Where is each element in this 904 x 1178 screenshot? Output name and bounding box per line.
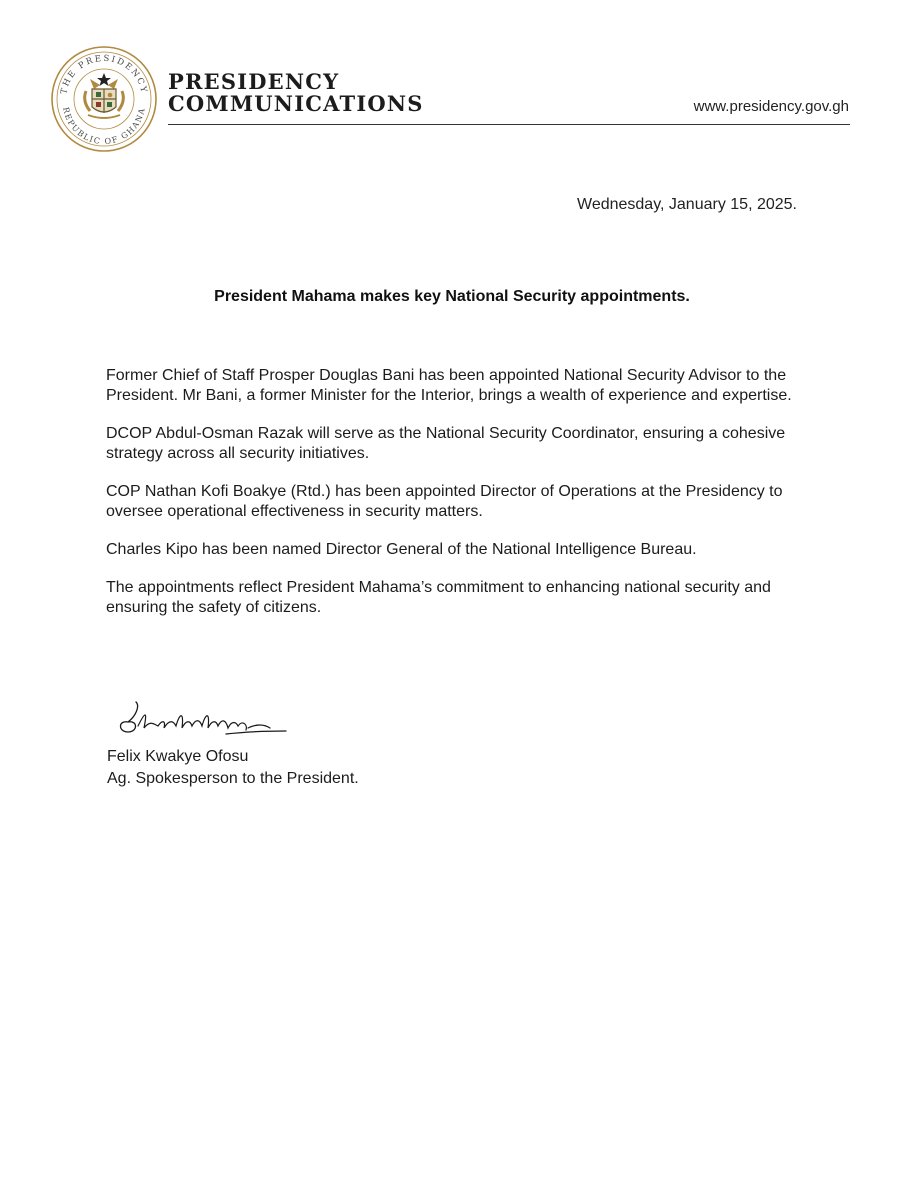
brand-line-presidency: PRESIDENCY [168, 69, 340, 94]
seal-text-top: THE PRESIDENCY [59, 53, 149, 96]
seal-text-bottom: REPUBLIC OF GHANA [61, 106, 147, 147]
signatory-name: Felix Kwakye Ofosu [107, 748, 249, 765]
paragraph: The appointments reflect President Mahama’s commitment to enhancing national security and ensuring the safety of citizens. [106, 579, 771, 616]
paragraph: COP Nathan Kofi Boakye (Rtd.) has been appointed Director of Operations at the Presidency to oversee operational effectiveness in security matters. [106, 483, 783, 520]
release-title: President Mahama makes key National Security appointments. [214, 288, 690, 305]
brand-line-communications: COMMUNICATIONS [168, 91, 424, 116]
signatory-block [107, 746, 359, 790]
release-body [106, 366, 806, 636]
signatory-role: Ag. Spokesperson to the President. [107, 770, 359, 787]
header-divider [168, 124, 850, 125]
release-date: Wednesday, January 15, 2025. [577, 196, 797, 213]
letterhead [50, 45, 850, 155]
presidency-seal-logo [50, 45, 158, 153]
paragraph: Former Chief of Staff Prosper Douglas Bani has been appointed National Security Advisor to the President. Mr Bani, a former Minister for the Interior, brings a wealth of experience and expertise. [106, 367, 792, 404]
brand-wordmark [168, 71, 424, 115]
paragraph: Charles Kipo has been named Director General of the National Intelligence Bureau. [106, 541, 697, 558]
website-link[interactable]: www.presidency.gov.gh [693, 98, 849, 115]
paragraph: DCOP Abdul-Osman Razak will serve as the National Security Coordinator, ensuring a cohesive strategy across all security initiatives. [106, 425, 786, 462]
handwritten-signature [114, 698, 294, 742]
